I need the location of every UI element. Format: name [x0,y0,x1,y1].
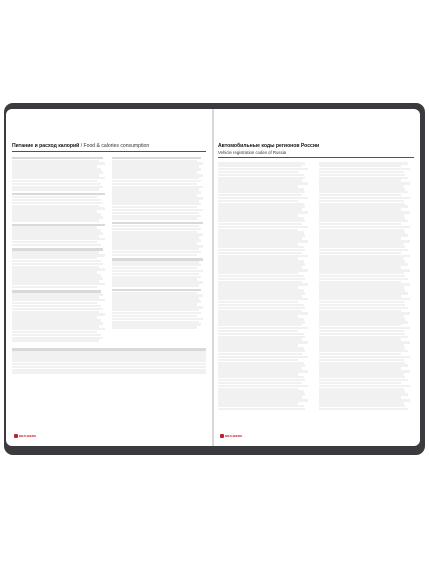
logo-icon [14,434,18,438]
table-row [319,408,408,411]
region-codes-list [218,162,414,411]
page-title: Автомобильные коды регионов России [218,143,320,149]
nutrition-table [12,155,206,343]
brand-logo [14,434,36,438]
table-row [112,254,198,257]
calories-consumption-table [12,348,206,374]
title-rule [12,151,206,152]
page-subtitle: Vehicle registration codes of Russia [218,150,287,155]
nutrition-column-2 [112,155,207,343]
logo-icon [220,434,224,438]
table-row [12,219,99,222]
nutrition-column-1 [12,155,107,343]
table-row [112,326,198,329]
page-title [12,143,206,149]
title-en: / Food & calories consumption [79,143,150,149]
logo-text: BRAUBERG [19,433,37,438]
table-row [12,188,99,191]
table-row [112,217,198,220]
left-page [6,109,212,446]
right-page [214,109,420,446]
region-codes-column-2 [319,162,414,411]
logo-text: BRAUBERG [225,433,243,438]
table-row [12,339,99,342]
title-ru: Питание и расход калорий [12,143,80,149]
region-codes-column-1 [218,162,313,411]
title-rule [218,157,414,158]
table-row [12,244,101,247]
table-row [112,284,200,287]
brand-logo [220,434,242,438]
table-row [12,371,206,374]
table-row [218,408,305,411]
table-row [12,286,97,289]
